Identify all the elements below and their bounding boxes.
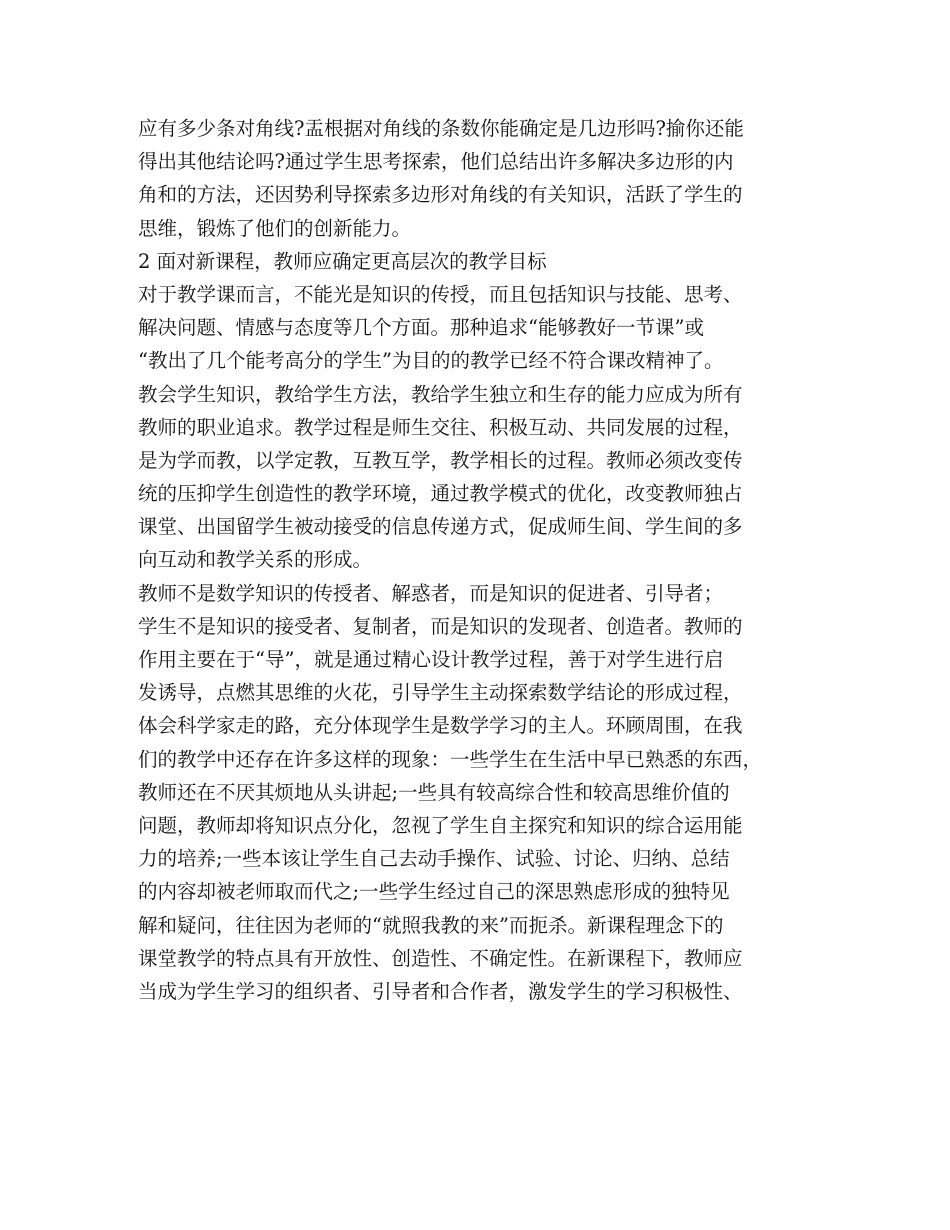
text-line: 教会学生知识，教给学生方法，教给学生独立和生存的能力应成为所有 [138, 382, 743, 406]
text-line: 是为学而教，以学定教，互教互学，教学相长的过程。教师必须改变传 [138, 448, 743, 472]
text-line: 教师的职业追求。教学过程是师生交往、积极互动、共同发展的过程， [138, 415, 743, 439]
text-line: 学生不是知识的接受者、复制者，而是知识的发现者、创造者。教师的 [138, 614, 743, 638]
text-line: 发诱导，点燃其思维的火花，引导学生主动探索数学结论的形成过程， [138, 681, 743, 705]
text-line: 得出其他结论吗?通过学生思考探索，他们总结出许多解决多边形的内 [138, 150, 734, 174]
text-line: 角和的方法，还因势利导探索多边形对角线的有关知识，活跃了学生的 [138, 183, 743, 207]
text-line: 体会科学家走的路，充分体现学生是数学学习的主人。环顾周围，在我 [138, 714, 743, 738]
text-line: 课堂、出国留学生被动接受的信息传递方式，促成师生间、学生间的多 [138, 515, 743, 539]
text-line: 思维，锻炼了他们的创新能力。 [138, 216, 412, 240]
text-line: 的内容却被老师取而代之;一些学生经过自己的深思熟虑形成的独特见 [138, 880, 730, 904]
text-line: 课堂教学的特点具有开放性、创造性、不确定性。在新课程下，教师应 [138, 946, 743, 970]
document-body [138, 112, 828, 1008]
text-line: 力的培养;一些本该让学生自己去动手操作、试验、讨论、归纳、总结 [138, 847, 730, 871]
text-line: 应有多少条对角线?盂根据对角线的条数你能确定是几边形吗?揄你还能 [138, 117, 744, 140]
text-line: 对于教学课而言，不能光是知识的传授，而且包括知识与技能、思考、 [138, 282, 743, 306]
text-line: 向互动和教学关系的形成。 [138, 548, 373, 572]
text-line: 当成为学生学习的组织者、引导者和合作者，激发学生的学习积极性、 [138, 979, 743, 1003]
text-line: 解和疑问，往往因为老师的“就照我教的来”而扼杀。新课程理念下的 [138, 913, 724, 937]
section-heading: 2 面对新课程，教师应确定更高层次的教学目标 [138, 249, 547, 273]
text-line: 问题，教师却将知识点分化，忽视了学生自主探究和知识的综合运用能 [138, 813, 743, 837]
text-line: “教出了几个能考高分的学生”为目的的教学已经不符合课改精神了。 [138, 349, 724, 373]
text-line: 统的压抑学生创造性的教学环境，通过教学模式的优化，改变教师独占 [138, 482, 743, 506]
text-line: 教师不是数学知识的传授者、解惑者，而是知识的促进者、引导者； [138, 581, 724, 605]
text-line: 们的教学中还存在许多这样的现象：一些学生在生活中早已熟悉的东西， [138, 747, 763, 771]
text-line: 作用主要在于“导”，就是通过精心设计教学过程，善于对学生进行启 [138, 648, 724, 671]
text-line: 解决问题、情感与态度等几个方面。那种追求“能够教好一节课”或 [138, 316, 704, 340]
text-line: 教师还在不厌其烦地从头讲起;一些具有较高综合性和较高思维价值的 [138, 780, 730, 804]
